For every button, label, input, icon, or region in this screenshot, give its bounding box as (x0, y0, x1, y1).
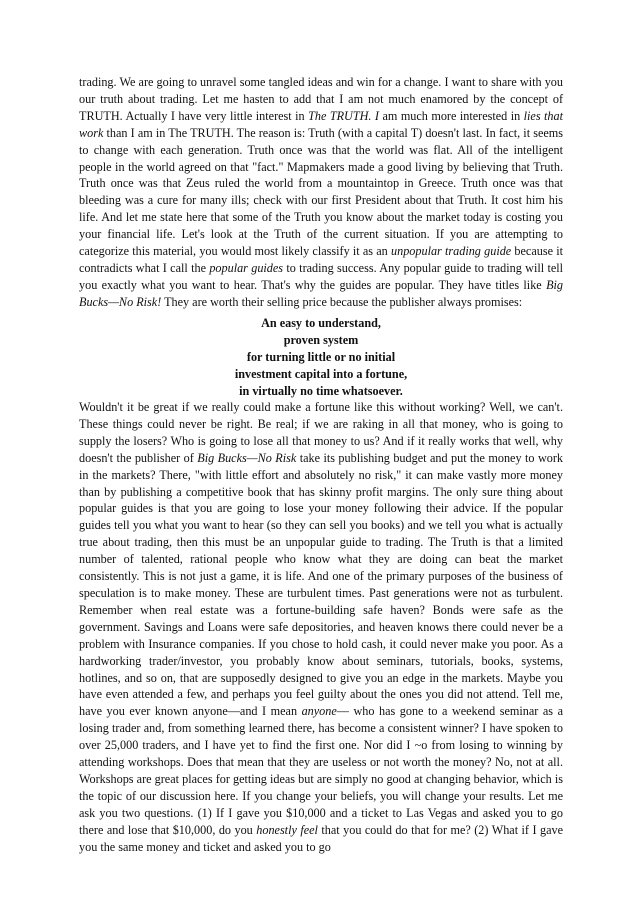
text-run: to trading success. Any popular guide to trading will tell you exactly what you want to hear. That's why the guides are popular. They have titles like (79, 260, 564, 292)
italic-text: The TRUTH. I (308, 108, 379, 123)
text-run: than I am in The TRUTH. The reason is: Truth (with a capital T) doesn't last. In fact, it seems to change with each generation. Truth once was that the world was flat. All of the intelligent people in the world agreed on that "fact." Mapmakers made a good living by believing that Truth. Truth once was that Zeus ruled the world from a mountaintop in Greece. Truth once was that bleeding was a cure for many ills; check with our first President about that Truth. It cost him his life. And let me state here that some of the Truth you know about the market today is costing you your financial life. Let's look at the Truth of the current situation. If you are attempting to categorize this material, you would most likely classify it as an (79, 125, 563, 259)
text-run: trading. We are going to unravel some tangled ideas and win for a change. I want to share with you our truth about trading. Let me hasten to add that I am not much enamored by the concept of TRUTH. Actually I have very little interest in (79, 75, 563, 123)
italic-text: unpopular trading guide (391, 244, 512, 259)
italic-text: honestly feel (256, 822, 318, 837)
text-run: They are worth their selling price because the publisher always promises: (161, 294, 523, 309)
text-run: take its publishing budget and put the money to work in the markets? There, "with little effort and absolutely no risk," it can make vastly more money than by publishing a competitive book that has skinny profit margins. The only sure thing about popular guides is that you are going to lose your money following their advice. If the popular guides tell you what you want to hear (so they can sell you books) and we tell you what is actually true about trading, then this must be an unpopular guide to trading. The Truth is that a limited number of talented, rational people who know what they are doing can beat the market consistently. This is not just a game, it is life. And one of the primary purposes of the business of speculation is to make money. These are turbulent times. Past generations were not as turbulent. Remember when real estate was a fortune-building safe haven? Bonds were safe as the government. Savings and Loans were safe depositories, and heaven knows there could never be a problem with Insurance companies. If you chose to hold cash, it could never make you poor. As a hardworking trader/investor, you probably know about seminars, tutorials, books, systems, hotlines, and so on, that are supposedly designed to give you an edge in the markets. Maybe you have even attended a few, and perhaps you feel guilty about the ones you did not attend. Tell me, have you ever known anyone—and I mean (79, 450, 563, 719)
body-paragraph-1 (79, 74, 563, 311)
italic-text: lies that work (79, 108, 563, 140)
italic-text: Big Bucks—No Risk (197, 450, 297, 465)
italic-text: anyone (301, 704, 337, 719)
text-run: Wouldn't it be great if we really could make a fortune like this without working? Well, we can't. These things could never be right. Be real; if we are raking in all that money, who is going to supply the losers? Who is going to lose all that money to us? And if it really works that well, why doesn't the publisher of (79, 400, 563, 465)
italic-text: Big Bucks—No Risk! (79, 277, 563, 309)
promise-quote (79, 315, 563, 400)
quote-line: proven system (283, 332, 359, 347)
body-paragraph-2 (79, 399, 563, 855)
text-run: — who has gone to a weekend seminar as a losing trader and, from something learned there, has become a consistent winner? I have spoken to over 25,000 traders, and I have yet to find the first one. Nor did I ~o from losing to winning by attending workshops. Does that mean that they are useless or not worth the money? No, not at all. Workshops are great places for getting ideas but are simply no good at changing behavior, which is the topic of our discussion here. If you change your beliefs, you will change your results. Let me ask you two questions. (1) If I gave you $10,000 and a ticket to Las Vegas and asked you to go there and lose that $10,000, do you (79, 704, 563, 837)
quote-line: in virtually no time whatsoever. (239, 383, 403, 398)
italic-text: popular guides (209, 260, 284, 275)
quote-line: for turning little or no initial (246, 349, 396, 364)
quote-line: An easy to understand, (261, 316, 381, 330)
text-run: because it contradicts what I call the (79, 244, 563, 275)
text-run: that you could do that for me? (2) What if I gave you the same money and ticket and asked you to go (79, 822, 563, 854)
quote-line: investment capital into a fortune, (234, 366, 408, 381)
text-run: am much more interested in (379, 108, 524, 123)
